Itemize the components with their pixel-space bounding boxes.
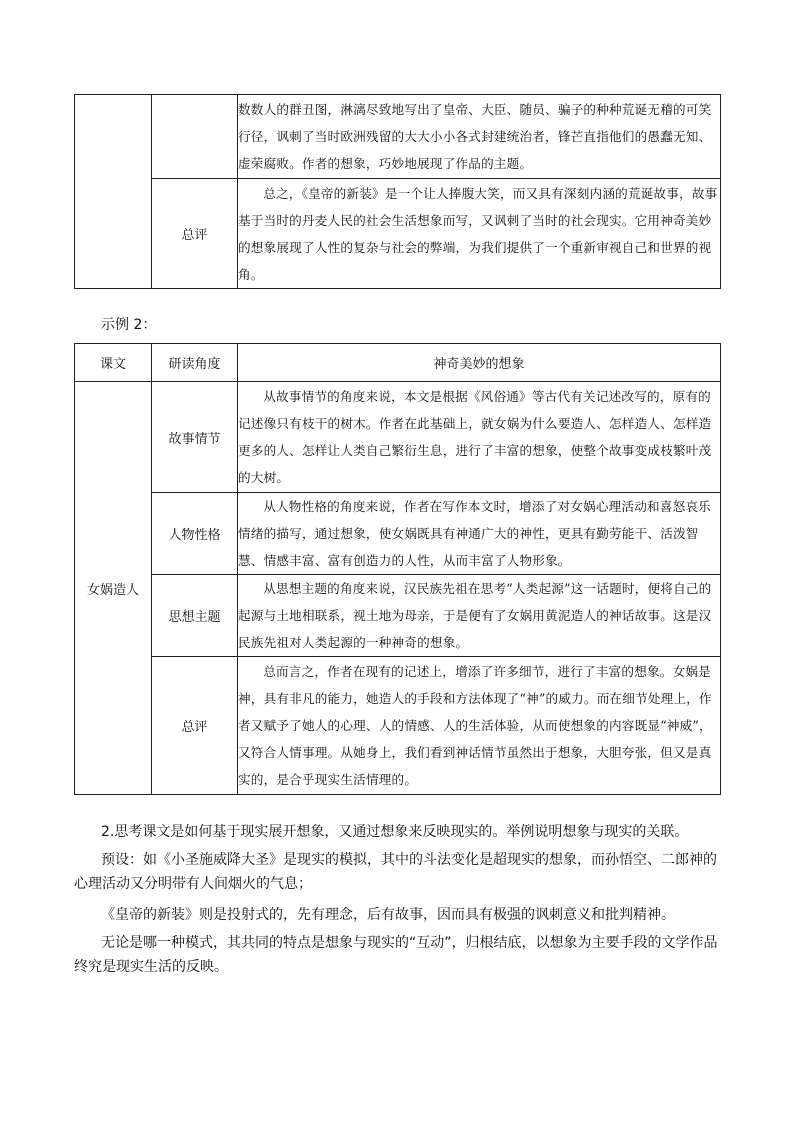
answer-conclusion: 无论是哪一种模式，其共同的特点是想象与现实的“互动”，归根结底，以想象为主要手段的文学作品终究是现实生活的反映。 [74, 935, 718, 975]
table-header-row [75, 344, 721, 382]
content-cell [238, 657, 721, 795]
table-row [75, 95, 721, 179]
angle-cell: 人物性格 [152, 493, 238, 575]
text-title-cell [75, 95, 152, 289]
content-text: 从人物性格的角度来说，作者在写作本文时，增添了对女娲心理活动和喜怒哀乐情绪的描写，通过想象，使女娲既具有神通广大的神性，更具有勤劳能干、活泼智慧、情感丰富、富有创造力的人性，从而丰富了人物形象。 [238, 499, 711, 568]
content-cell [238, 575, 721, 657]
angle-cell [152, 95, 238, 179]
angle-cell: 总评 [152, 179, 238, 289]
content-text: 从思想主题的角度来说，汉民族先祖在思考“人类起源”这一话题时，便将自己的起源与土地相联系，视土地为母亲，于是便有了女娲用黄泥造人的神话故事。这是汉民族先祖对人类起源的一种神奇的想象。 [238, 581, 712, 650]
question-2: 2.思考课文是如何基于现实展开想象，又通过想象来反映现实的。举例说明想象与现实的关联。 [101, 824, 689, 840]
analysis-table-continued [74, 94, 721, 289]
content-cell [238, 382, 721, 493]
example-label: 示例 2： [101, 317, 157, 333]
header-text: 课文 [75, 344, 152, 382]
answer-emperor: 《皇帝的新装》则是投射式的，先有理念，后有故事，因而具有极强的讽刺意义和批判精神。 [101, 907, 675, 923]
header-imagination: 神奇美妙的想象 [238, 344, 721, 382]
content-cell [238, 179, 721, 289]
angle-cell: 思想主题 [152, 575, 238, 657]
header-angle: 研读角度 [152, 344, 238, 382]
table-row [75, 575, 721, 657]
table-row [75, 179, 721, 289]
analysis-table [74, 343, 721, 795]
content-text: 总之，《皇帝的新装》是一个让人捧腹大笑，而又具有深刻内涵的荒诞故事，故事基于当时的丹麦人民的社会生活想象而写，又讽刺了当时的社会现实。它用神奇美妙的想象展现了人性的复杂与社会的弊端，为我们提供了一个重新审视自己和世界的视角。 [238, 185, 718, 282]
content-text: 从故事情节的角度来说，本文是根据《风俗通》等古代有关记述改写的，原有的记述像只有枝干的树木。作者在此基础上，就女娲为什么要造人、怎样造人、怎样造更多的人、怎样让人类自己繁衍生息，进行了丰富的想象，使整个故事变成枝繁叶茂的大树。 [238, 389, 712, 485]
text-title-cell: 女娲造人 [75, 382, 152, 795]
table-row [75, 382, 721, 493]
content-text: 数数人的群丑图，淋漓尽致地写出了皇帝、大臣、随员、骗子的种种荒诞无稽的可笑行径，讽刺了当时欧洲残留的大大小小各式封建统治者，锋芒直指他们的愚蠢无知、虚荣腐败。作者的想象，巧妙地展现了作品的主题。 [238, 102, 712, 171]
content-cell [238, 493, 721, 575]
angle-cell: 故事情节 [152, 382, 238, 493]
answer-preset: 预设：如《小圣施威降大圣》是现实的模拟，其中的斗法变化是超现实的想象，而孙悟空、二郎神的心理活动又分明带有人间烟火的气息； [74, 852, 717, 892]
table-row [75, 657, 721, 795]
content-text: 总而言之，作者在现有的记述上，增添了许多细节，进行了丰富的想象。女娲是神，具有非凡的能力，她造人的手段和方法体现了“神”的威力。而在细节处理上，作者又赋予了她人的心理、人的情感、人的生活体验，从而使想象的内容既显“神威”，又符合人情事理。从她身上，我们看到神话情节虽然出于想象，大胆夸张，但又是真实的，是合乎现实生活情理的。 [238, 664, 712, 787]
table-row [75, 493, 721, 575]
content-cell [238, 95, 721, 179]
angle-cell: 总评 [152, 657, 238, 795]
